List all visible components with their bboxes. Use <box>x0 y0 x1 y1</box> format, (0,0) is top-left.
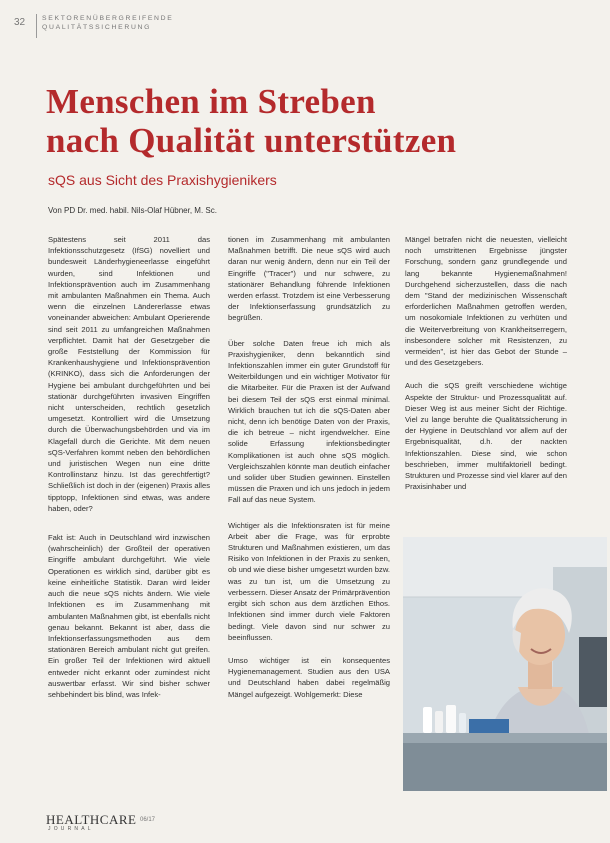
col2-paragraph-1: tionen im Zusammenhang mit ambulanten Maßnahmen betrifft. Die neue sQS wird auch daran nur wenig ändern, denn nur ein Teil der Eingriffe ("Tracer") und nur schwere, zu stationärer Behandlung führende Infektionen werden erfasst. Trotzdem ist eine Verbesserung der Infektionserfassung grundsätzlich zu begrüßen. <box>228 235 390 323</box>
col2-paragraph-4: Umso wichtiger ist ein konsequentes Hygienemanagement. Studien aus den USA und Deutschland haben dabei regelmäßig Mängel aufgezeigt. Wohlgemerkt: Diese <box>228 655 390 699</box>
article-title-line1: Menschen im Streben <box>46 82 376 121</box>
col2-paragraph-2: Über solche Daten freue ich mich als Praxishygieniker, denn bekanntlich sind Infektionszahlen immer ein guter Grundstoff für Weiterbildungen und ein wichtiger Motivator für die Mitarbeiter. Für die Praxen ist der Aufwand bei diesem Teil der sQS erst einmal minimal. Wirklich brauchen tut ich die sQS-Daten aber nicht, denn ich benötige Daten von der Praxis, die ich betreue – nicht irgendwelcher. Eine solide Erfassung infektionsbedingter Komplikationen ist auch ohne sQS möglich. Vergleichszahlen könnte man deutlich einfacher und solider über Studien gewinnen. Einstellen müssen die Praxen und ich uns jedoch in jedem Fall auf das neue System. <box>228 338 390 505</box>
article-title-line2: nach Qualität unterstützen <box>46 121 457 160</box>
text-column-2 <box>228 234 390 710</box>
col3-paragraph-2: Auch die sQS greift verschiedene wichtige Aspekte der Struktur- und Prozessqualität auf. Dieser Weg ist aus meiner Sicht der Richtige. Viel zu lange beruhte die Qualitätssicherung in der Hygiene in Deutschland vor allem auf der Ergebnisqualität, d.h. der nackten Infektionszahlen. Diese sind, wie schon beschrieben, immer multifaktoriell bedingt. Strukturen und Prozesse sind viel klarer auf den Praxisinhaber und <box>405 381 567 492</box>
section-label <box>42 14 174 32</box>
issue-number: 06/17 <box>140 817 156 823</box>
header-divider <box>36 14 37 38</box>
col2-paragraph-3: Wichtiger als die Infektionsraten ist für meine Arbeit aber die Frage, was für erprobte Strukturen und Maßnahmen existieren, um das Risiko von Infektionen in der Praxis zu senken, ob und wie diese bisher umgesetzt wurden bzw. was zu tun ist, um die Umsetzung zu verbessern. Dieser Ansatz der Primärprävention ergibt sich schon aus dem ärztlichen Ethos. Infektionen sind immer durch viele Faktoren bedingt. Viele davon sind nur schwer zu beeinflussen. <box>228 520 390 642</box>
text-column-1 <box>48 234 210 710</box>
col1-paragraph-2: Fakt ist: Auch in Deutschland wird inzwischen (wahrscheinlich) der Großteil der operativen Eingriffe ambulant durchgeführt. Wie viele Operationen es wirklich sind, darüber gibt es keine einheitliche Statistik. Daran wird leider auch die neue sQS nichts ändern. Wie viele Infektionen es im Zusammenhang mit ambulanten Maßnahmen gibt, ist ebenfalls nicht genau bekannt. Bekannt ist aber, dass die Infektionserfassungsmethoden aus dem stationären Bereich ambulant nicht gut greifen. Ein großer Teil der Infektionen wird aktuell entweder nicht erkannt oder zumindest nicht auswertbar erfasst. Wir sind bisher schwer sehbehindert bis blind, was Infek- <box>48 533 210 699</box>
article-subtitle: sQS aus Sicht des Praxishygienikers <box>48 172 277 188</box>
article-photo <box>403 537 607 791</box>
article-title <box>46 82 566 160</box>
col3-paragraph-1: Mängel betrafen nicht die neuesten, vielleicht noch umstrittenen Ergebnisse jüngster Forschung, sondern ganz grundlegende und lang bekannte Hygienemaßnahmen! Durchgehend sicherzustellen, dass die nach dem "Stand der medizinischen Wissenschaft erforderlichen Maßnahmen getroffen werden, um nosokomiale Infektionen zu verhüten und die Weiterverbreitung von Krankheitserregern, insbesondere solcher mit Resistenzen, zu vermeiden", ist hier das Gebot der Stunde – und des Gesetzgebers. <box>405 235 567 368</box>
section-label-line2: QUALITÄTSSICHERUNG <box>42 24 152 31</box>
photo-illustration <box>403 537 607 791</box>
col1-paragraph-1: Spätestens seit 2011 das Infektionsschutzgesetz (IfSG) novelliert und bundesweit Länderhygieneerlasse eingeführt wurden, sind Infektionen und Infektionsprävention auch im Zusammenhang mit ambulanten Maßnahmen ein Thema. Auch wenn die einzelnen Ländererlasse etwas voneinander abweichen: Ambulant Operierende sind seit 2011 zu umfangreichen Maßnahmen verpflichtet. Damit hat der Gesetzgeber die große Feststellung der Kommission für Krankenhaushygiene und Infektionsprävention (KRINKO), dass sich die Anforderungen der Hygiene bei ambulant durchgeführten und bei stationär durchgeführten invasiven Eingriffen nicht unterscheiden, rechtlich gesetzlich umgesetzt. Kontrolliert wird die Umsetzung durch die Überwachungsbehörden und via im Klagefall durch die Gerichte. Mit dem neuen sQS-Verfahren kommt neben den behördlichen und juristischen Wegen nun eine dritte Kontrollinstanz hinzu. Ist das gerechtfertigt? Schließlich ist doch in der (eigenen) Praxis alles tipptopp, Infektionen sind etwas, was andere haben, oder? <box>48 235 210 513</box>
section-label-line1: SEKTORENÜBERGREIFENDE <box>42 15 174 22</box>
journal-logo: HEALTHCARE <box>46 812 137 827</box>
page-number: 32 <box>14 17 26 28</box>
journal-logo-subtitle: JOURNAL <box>48 826 94 832</box>
text-column-3 <box>405 234 567 502</box>
article-author: Von PD Dr. med. habil. Nils-Olaf Hübner, M. Sc. <box>48 206 217 215</box>
